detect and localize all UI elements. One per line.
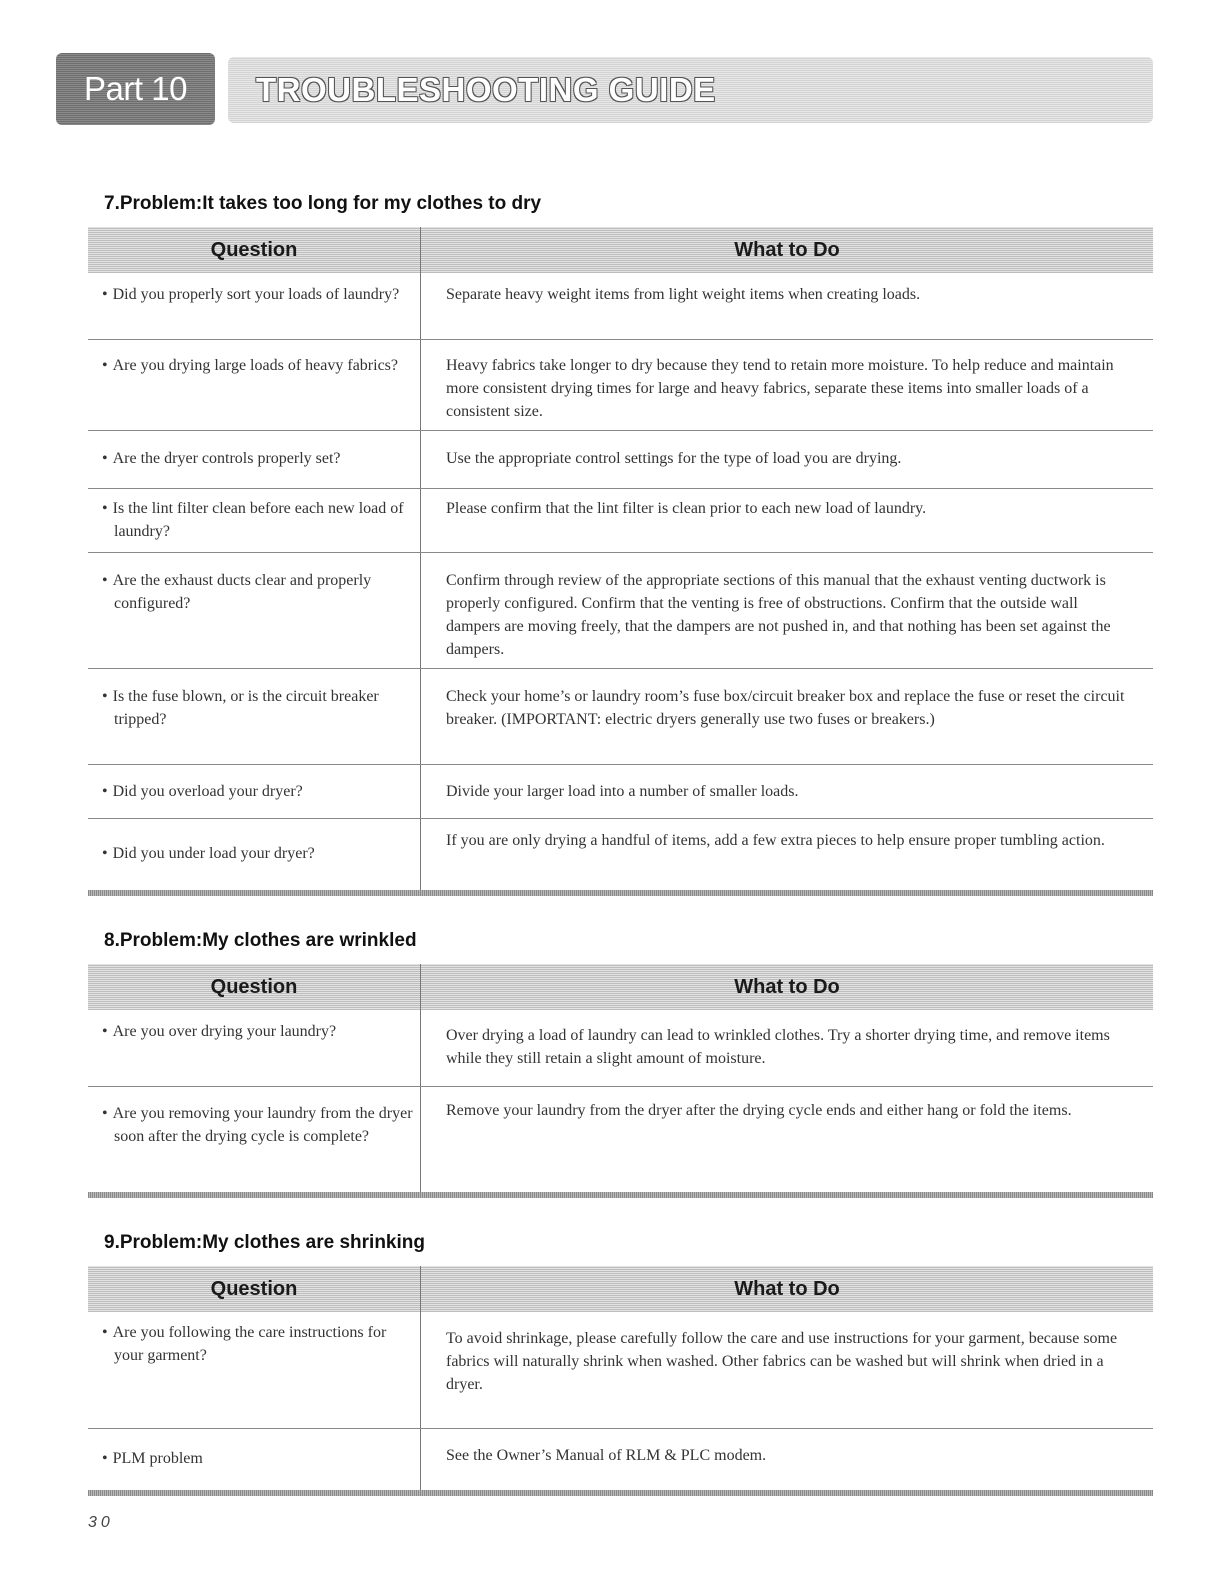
- section-title: 9.Problem:My clothes are shrinking: [104, 1232, 425, 1253]
- answer-cell: Please confirm that the lint filter is clean prior to each new load of laundry.: [446, 500, 927, 517]
- answer-cell: Over drying a load of laundry can lead to wrinkled clothes. Try a shorter drying time, and remove items while they still retain a slight amount of moisture.: [446, 1027, 1110, 1067]
- answer-cell: Check your home’s or laundry room’s fuse box/circuit breaker box and replace the fuse or reset the circuit breaker. (IMPORTANT: electric dryers generally use two fuses or breakers.): [446, 688, 1125, 728]
- answer-cell: To avoid shrinkage, please carefully follow the care and use instructions for your garment, because some fabrics will naturally shrink when washed. Other fabrics can be washed but will shrink when dried in a dryer.: [446, 1330, 1118, 1393]
- question-cell: • Are the dryer controls properly set?: [102, 447, 414, 470]
- question-cell: • PLM problem: [102, 1447, 414, 1470]
- answer-cell: See the Owner’s Manual of RLM & PLC modem.: [446, 1447, 767, 1464]
- answer-cell: Remove your laundry from the dryer after the drying cycle ends and either hang or fold the items.: [446, 1102, 1072, 1119]
- page-number: 30: [88, 1514, 114, 1531]
- question-cell: • Are you drying large loads of heavy fabrics?: [102, 354, 414, 377]
- table-row: [88, 1312, 1153, 1429]
- table-bottom-border: [88, 1192, 1153, 1198]
- page-header: [56, 53, 1153, 125]
- column-header-what-to-do: What to Do: [420, 964, 1153, 1010]
- section-title: 7.Problem:It takes too long for my clothes to dry: [104, 193, 542, 214]
- table-header: [88, 227, 1153, 273]
- question-cell: • Are you following the care instructions for your garment?: [102, 1321, 414, 1367]
- question-cell: • Are you over drying your laundry?: [102, 1020, 414, 1043]
- column-header-what-to-do: What to Do: [420, 227, 1153, 273]
- answer-cell: Confirm through review of the appropriate sections of this manual that the exhaust venting ductwork is properly configured. Confirm that the venting is free of obstructions. Confirm that the outside wall dampers are moving freely, that the dampers are not pushed in, and that nothing has been set against the dampers.: [446, 572, 1111, 658]
- table-row: [88, 489, 1153, 553]
- question-cell: • Did you overload your dryer?: [102, 780, 414, 803]
- column-header-question: Question: [210, 1278, 298, 1300]
- table-header: [88, 964, 1153, 1010]
- table-row: [88, 1010, 1153, 1087]
- table-row: [88, 340, 1153, 431]
- table-header: [88, 1266, 1153, 1312]
- part-label: Part 10: [56, 53, 215, 125]
- table-bottom-border: [88, 890, 1153, 896]
- table-bottom-border: [88, 1490, 1153, 1496]
- table-row: [88, 819, 1153, 890]
- question-cell: • Did you properly sort your loads of laundry?: [102, 283, 414, 306]
- table-row: [88, 1087, 1153, 1192]
- answer-cell: Heavy fabrics take longer to dry because they tend to retain more moisture. To help reduce and maintain more consistent drying times for large and heavy fabrics, separate these items into smaller loads of a consistent size.: [446, 357, 1114, 420]
- page-title: TROUBLESHOOTING GUIDE: [228, 57, 1153, 123]
- table-row: [88, 1429, 1153, 1490]
- table-row: [88, 765, 1153, 819]
- question-cell: • Did you under load your dryer?: [102, 842, 414, 865]
- table-row: [88, 553, 1153, 669]
- column-header-question: Question: [210, 239, 298, 261]
- question-cell: • Are the exhaust ducts clear and properly configured?: [102, 569, 414, 615]
- question-cell: • Is the fuse blown, or is the circuit breaker tripped?: [102, 685, 414, 731]
- table-row: [88, 273, 1153, 340]
- table-row: [88, 431, 1153, 489]
- column-header-what-to-do: What to Do: [420, 1266, 1153, 1312]
- answer-cell: If you are only drying a handful of items, add a few extra pieces to help ensure proper tumbling action.: [446, 832, 1105, 849]
- answer-cell: Separate heavy weight items from light weight items when creating loads.: [446, 286, 921, 303]
- table-row: [88, 669, 1153, 765]
- answer-cell: Use the appropriate control settings for the type of load you are drying.: [446, 450, 902, 467]
- section-title: 8.Problem:My clothes are wrinkled: [104, 930, 417, 951]
- question-cell: • Are you removing your laundry from the dryer soon after the drying cycle is complete?: [102, 1102, 414, 1148]
- column-header-question: Question: [210, 976, 298, 998]
- answer-cell: Divide your larger load into a number of smaller loads.: [446, 783, 799, 800]
- question-cell: • Is the lint filter clean before each new load of laundry?: [102, 497, 414, 543]
